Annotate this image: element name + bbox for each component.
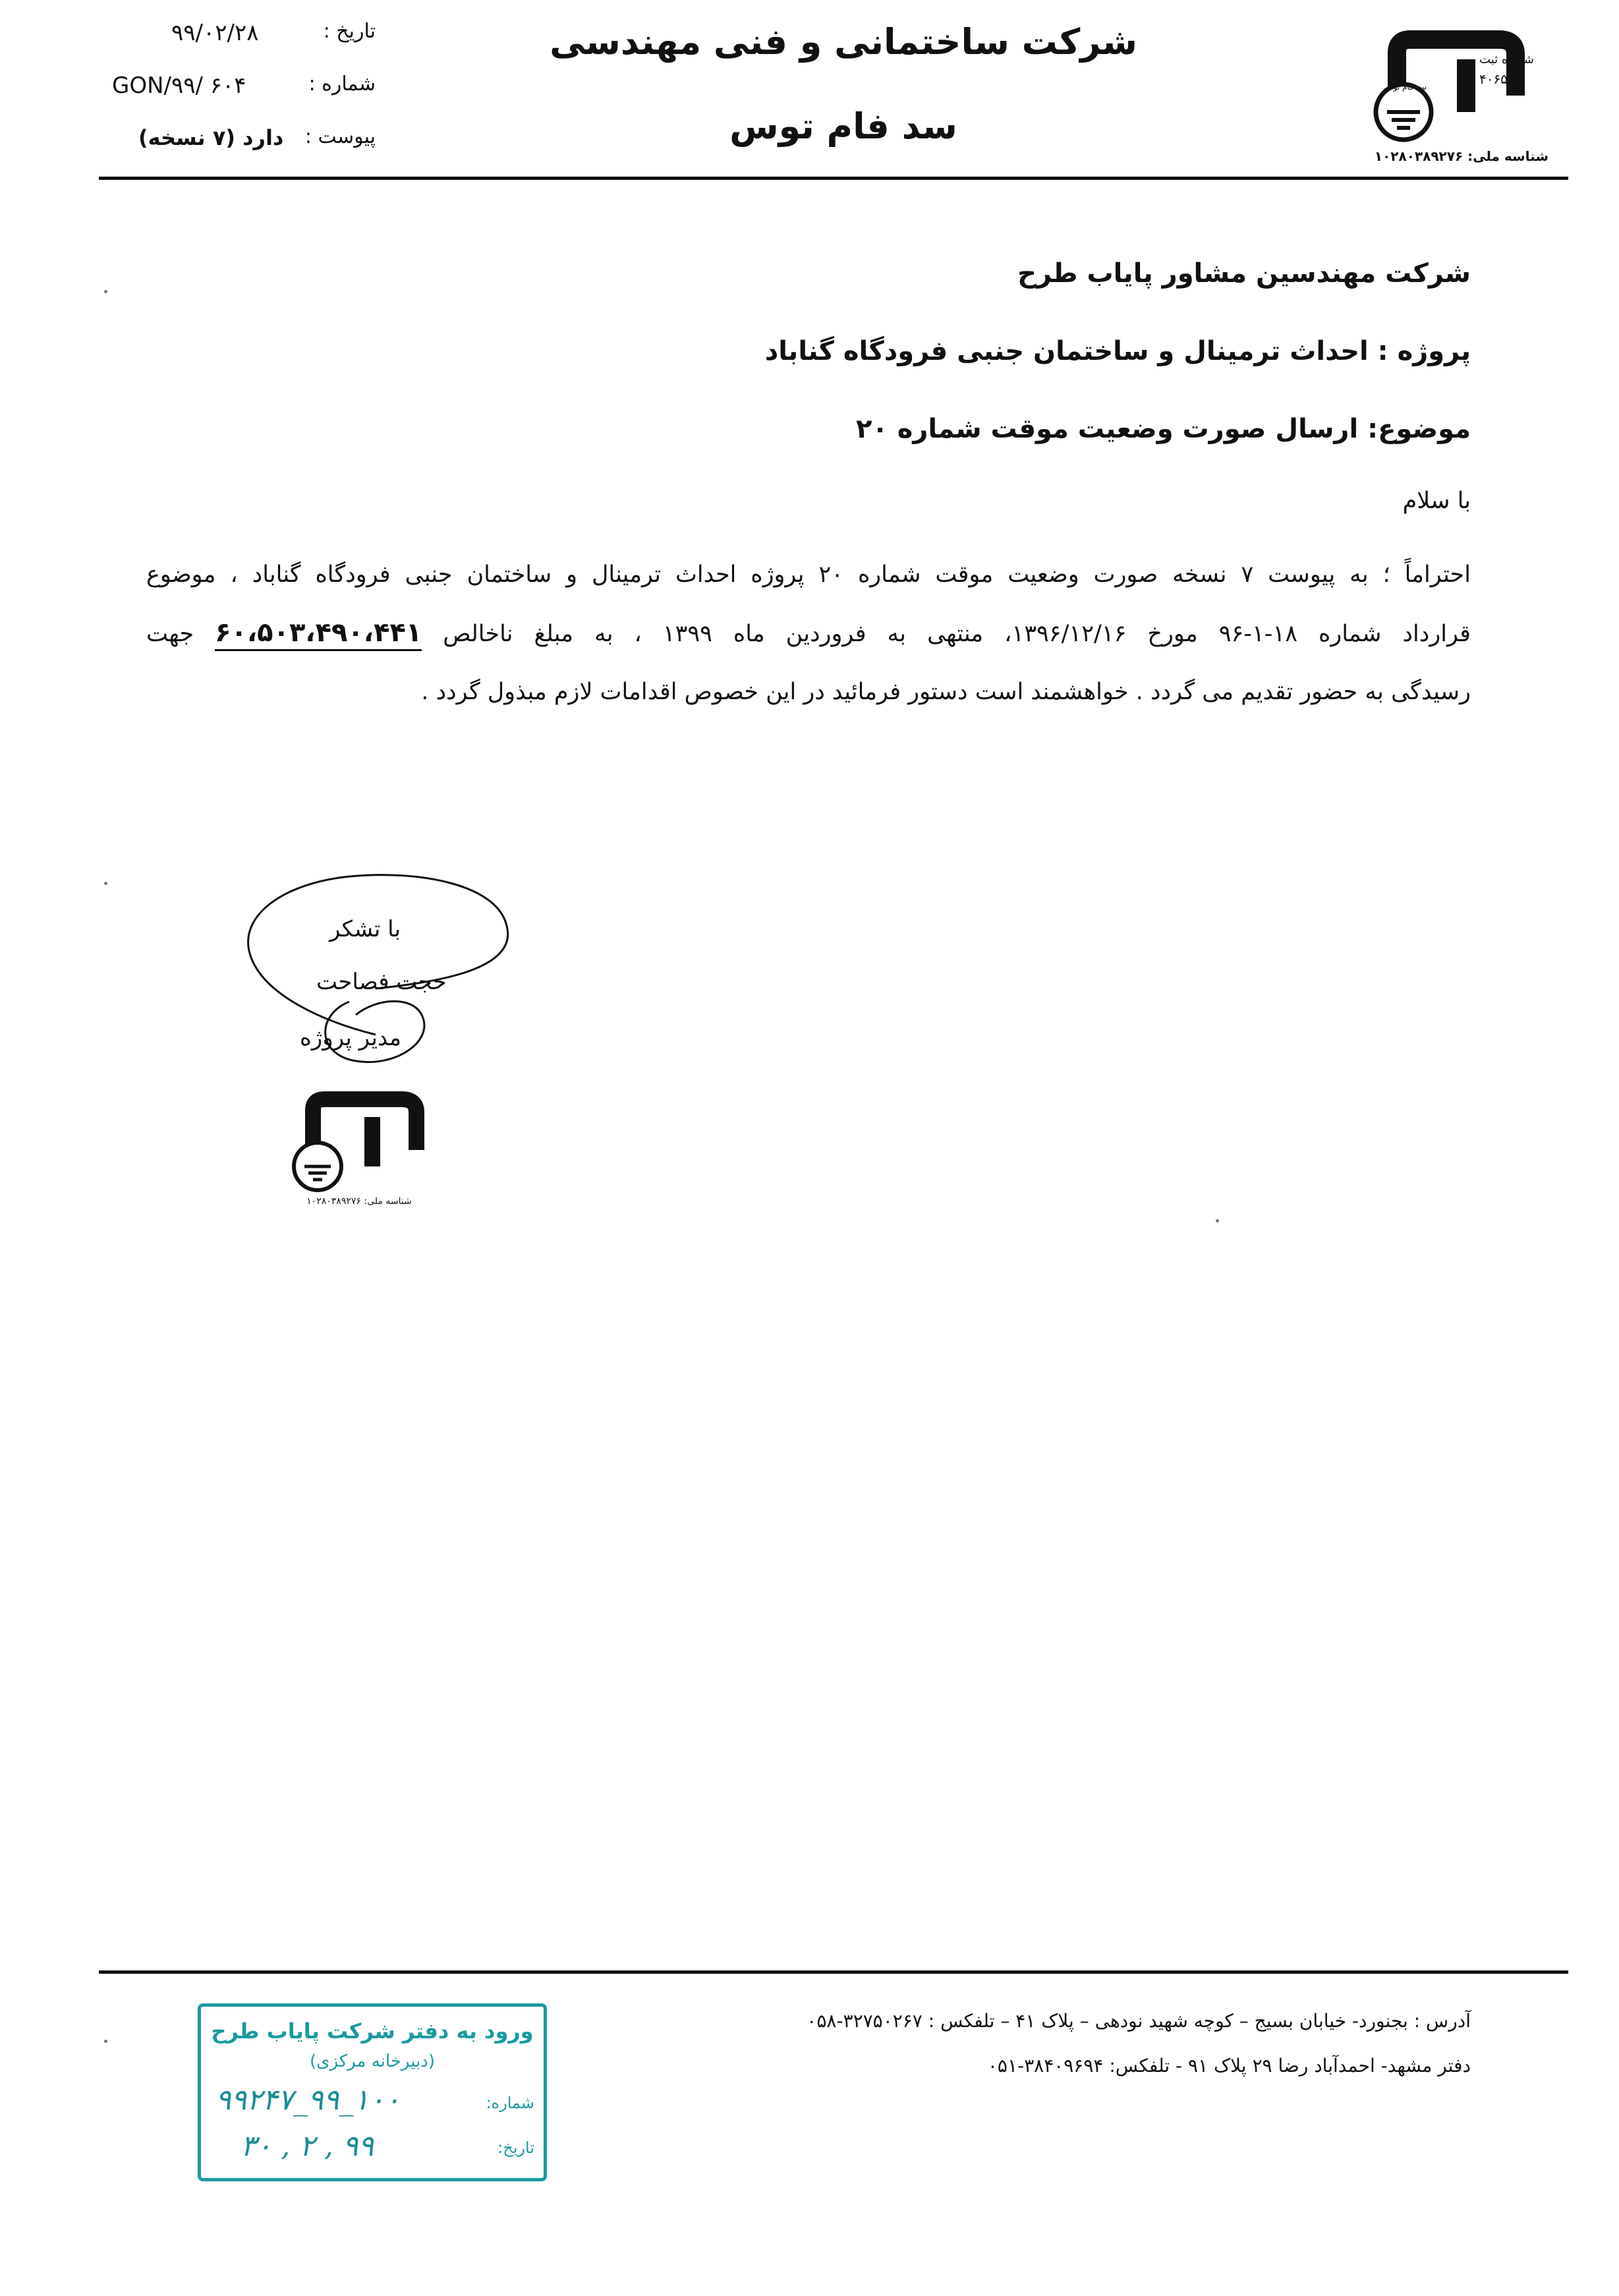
company-seal-mark bbox=[277, 1068, 441, 1213]
paper-speck bbox=[104, 290, 107, 293]
letter-project: پروژه : احداث ترمینال و ساختمان جنبی فرودگاه گناباد bbox=[764, 336, 1471, 366]
signature-title: مدیر پروژه bbox=[300, 1025, 401, 1051]
address-line-2: دفتر مشهد- احمدآباد رضا ۲۹ پلاک ۹۱ - تلفکس: ۳۸۴۰۹۶۹۴-۰۵۱ bbox=[987, 2055, 1471, 2077]
body-line-2-text: قرارداد شماره ۱۸-۱-۹۶ مورخ ۱۳۹۶/۱۲/۱۶، منتهی به فروردین ماه ۱۳۹۹ ، به مبلغ ناخالص bbox=[443, 621, 1471, 647]
stamp-date-value: ۹۹ , ۲ , ۳۰ bbox=[241, 2129, 374, 2163]
stamp-date-label: تاریخ: bbox=[497, 2138, 534, 2157]
logo-circle-text: سد فام توس bbox=[1384, 82, 1427, 92]
letter-greeting: با سلام bbox=[1402, 488, 1471, 514]
number-label: شماره : bbox=[308, 72, 376, 96]
paper-speck bbox=[104, 2040, 107, 2043]
letter-body bbox=[146, 546, 1471, 721]
company-name-line1: شرکت ساختمانی و فنی مهندسی bbox=[550, 21, 1137, 63]
paper-speck bbox=[104, 882, 107, 885]
body-line-2-end: جهت bbox=[146, 621, 194, 647]
number-value: GON/۹۹/ ۶۰۴ bbox=[112, 72, 246, 99]
company-seal bbox=[277, 1068, 441, 1213]
seal-national-id: شناسه ملی: ۱۰۲۸۰۳۸۹۲۷۶ bbox=[306, 1196, 412, 1207]
letter-subject: موضوع: ارسال صورت وضعیت موقت شماره ۲۰ bbox=[856, 414, 1471, 444]
signature-thanks: با تشکر bbox=[329, 916, 401, 942]
signature-name: حجت فصاحت bbox=[316, 969, 447, 995]
company-logo-mark bbox=[1357, 13, 1548, 171]
attachment-value: دارد (۷ نسخه) bbox=[138, 125, 284, 150]
stamp-number-label: شماره: bbox=[486, 2094, 534, 2112]
header-rule bbox=[99, 177, 1568, 180]
stamp-title: ورود به دفتر شرکت پایاب طرح bbox=[211, 2019, 534, 2044]
gross-amount: ۶۰،۵۰۳،۴۹۰،۴۴۱ bbox=[215, 617, 422, 651]
body-line-2 bbox=[146, 604, 1471, 663]
company-name-line2: سد فام توس bbox=[729, 105, 957, 147]
date-row bbox=[99, 20, 376, 46]
date-value: ۹۹/۰۲/۲۸ bbox=[171, 20, 259, 46]
date-label: تاریخ : bbox=[323, 20, 376, 43]
stamp-number-value: ۱۰۰_۹۹_۹۹۲۴۷ bbox=[215, 2083, 401, 2117]
body-line-3: رسیدگی به حضور تقدیم می گردد . خواهشمند است دستور فرمائید در این خصوص اقدامات لازم مبذول گردد . bbox=[421, 679, 1471, 705]
logo-reg-value: ۴۰۶۵ bbox=[1479, 71, 1508, 87]
paper-speck bbox=[1216, 1219, 1219, 1222]
stamp-subtitle: (دبیرخانه مرکزی) bbox=[309, 2052, 436, 2071]
logo-reg-label: شماره ثبت bbox=[1479, 53, 1534, 67]
letter-recipient: شرکت مهندسین مشاور پایاب طرح bbox=[1017, 258, 1471, 289]
number-row bbox=[99, 72, 376, 99]
attachment-label: پیوست : bbox=[304, 125, 376, 148]
received-stamp bbox=[198, 2003, 547, 2181]
company-logo bbox=[1357, 13, 1548, 171]
address-line-1: آدرس : بجنورد- خیابان بسیج – کوچه شهید نودهی – پلاک ۴۱ – تلفکس : ۳۲۷۵۰۲۶۷-۰۵۸ bbox=[807, 2010, 1471, 2032]
attachment-row bbox=[99, 125, 376, 152]
logo-national-id: شناسه ملی: ۱۰۲۸۰۳۸۹۲۷۶ bbox=[1374, 148, 1548, 164]
body-line-1: احتراماً ؛ به پیوست ۷ نسخه صورت وضعیت موقت شماره ۲۰ پروژه احداث ترمینال و ساختمان جنبی فرودگاه گناباد ، موضوع bbox=[146, 561, 1471, 588]
footer-rule bbox=[99, 1970, 1568, 1974]
